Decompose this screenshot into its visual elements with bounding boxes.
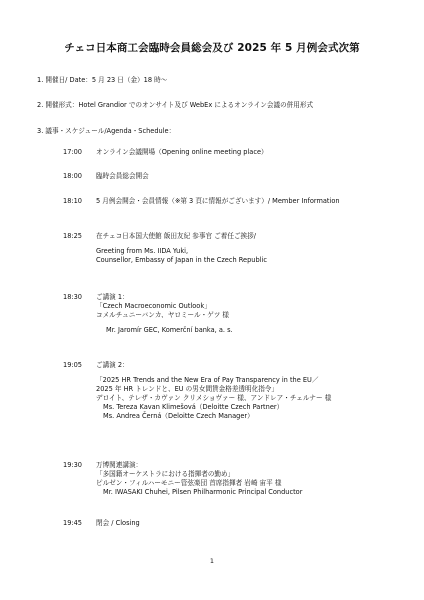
schedule-line: Ms. Andrea Černá（Deloitte Czech Manager）: [103, 412, 254, 420]
schedule-line: 在チェコ日本国大使館 飯田友紀 参事官 ご着任ご挨拶/: [96, 232, 256, 240]
section-agenda-heading: 3. 議事・スケジュール/Agenda・Schedule：: [37, 127, 176, 135]
schedule-line: 5 月例会開会・会員情報（※第 3 頁に情報がございます）/ Member Information: [96, 197, 340, 205]
schedule-line: 「Czech Macroeconomic Outlook」: [96, 302, 211, 310]
schedule-line: 万博関連講演：: [96, 461, 143, 469]
schedule-line: Mr. IWASAKI Chuhei, Pilsen Philharmonic Principal Conductor: [103, 488, 303, 496]
schedule-line: Counsellor, Embassy of Japan in the Czech Republic: [96, 256, 267, 264]
schedule-line: ご講演 2：: [96, 361, 129, 369]
schedule-time: 18:30: [63, 293, 83, 301]
schedule-line: Greeting from Ms. IIDA Yuki,: [96, 247, 189, 255]
schedule-line: 「2025 HR Trends and the New Era of Pay Transparency in the EU／: [96, 376, 319, 384]
schedule-description: [96, 232, 396, 265]
schedule-description: [96, 461, 396, 497]
schedule-line: デロイト、テレザ・カヴァン クリメショヴァー 様、アンドレア・チェルナー 様: [96, 394, 332, 402]
section-date: 1. 開催日/ Date：5 月 23 日（金）18 時～: [37, 76, 168, 84]
schedule-time: 18:10: [63, 197, 83, 205]
schedule-line: 臨時会員総会開会: [96, 172, 149, 180]
schedule-description: [96, 361, 396, 421]
schedule-time: 18:25: [63, 232, 83, 240]
schedule-time: 19:30: [63, 461, 83, 469]
schedule-line: Mr. Jaromír GEC, Komerční banka, a. s.: [106, 326, 233, 334]
schedule-description: [96, 519, 396, 528]
schedule-line: ピルゼン・フィルハーモニー管弦楽団 首席指揮者 岩崎 宙平 様: [96, 479, 282, 487]
schedule-description: [96, 197, 396, 206]
schedule-description: [96, 148, 396, 157]
schedule-line: 2025 年 HR トレンドと、EU の男女間賃金格差透明化指令」: [96, 385, 278, 393]
document-title: チェコ日本商工会臨時会員総会及び 2025 年 5 月例会式次第: [64, 42, 360, 54]
schedule-line: オンライン会議開場（Opening online meeting place）: [96, 148, 268, 156]
schedule-line: ご講演 1：: [96, 293, 129, 301]
schedule-time: 18:00: [63, 172, 83, 180]
schedule-description: [96, 293, 396, 335]
schedule-line: Ms. Tereza Kavan Klimešová（Deloitte Czech Partner）: [103, 403, 284, 411]
schedule-line: 「多国籍オーケストラにおける指揮者の勤め」: [96, 470, 235, 478]
schedule-time: 19:45: [63, 519, 83, 527]
schedule-time: 19:05: [63, 361, 83, 369]
section-format: 2. 開催形式：Hotel Grandior でのオンサイト及び WebEx によるオンライン会議の併用形式: [37, 101, 314, 109]
schedule-line: コメルチュニーバンカ、ヤロミール・ゲツ 様: [96, 311, 229, 319]
schedule-description: [96, 172, 396, 181]
schedule-line: 閉会 / Closing: [96, 519, 140, 527]
schedule-time: 17:00: [63, 148, 83, 156]
page-number: 1: [209, 557, 215, 565]
